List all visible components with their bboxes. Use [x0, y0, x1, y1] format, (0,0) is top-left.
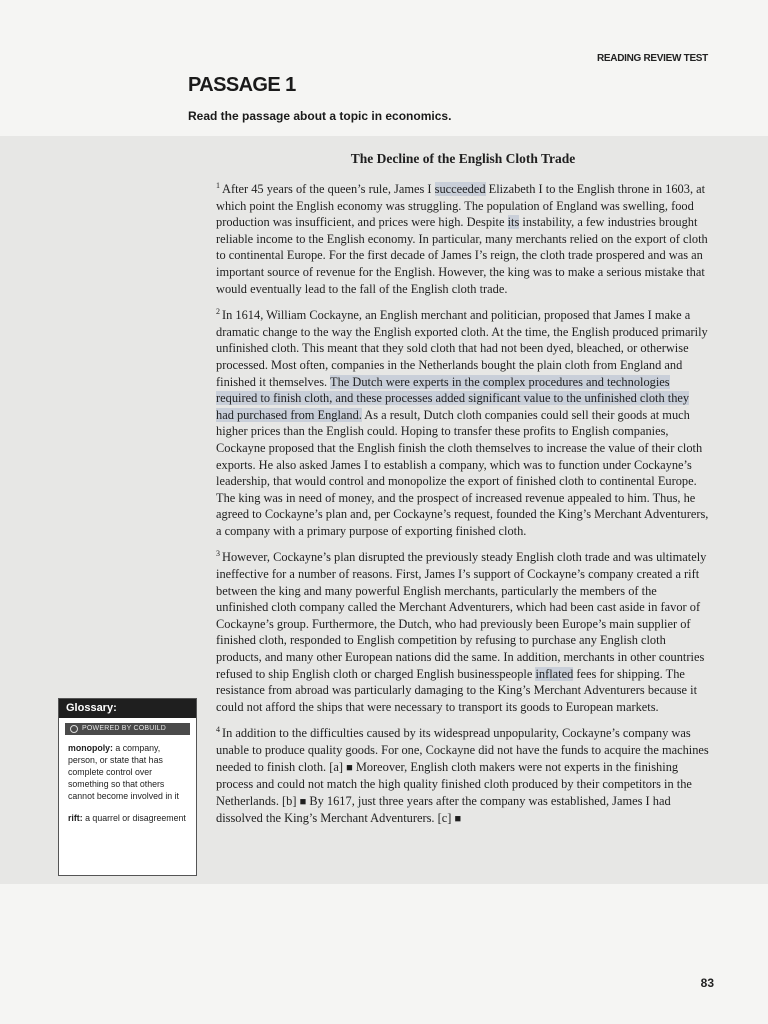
glossary-heading: Glossary: — [59, 699, 196, 718]
paragraph-1 — [216, 181, 710, 297]
paragraph-text: fees for shipping. The resistance from abroad was particularly damaging to the King’s Merchant Adventurers because it could not afford the ships that were necessary to transport its goods to European markets. — [216, 666, 698, 714]
running-header: READING REVIEW TEST — [597, 53, 708, 64]
glossary-definition: a company, person, or state that has complete control over something so that others cannot become involved in it — [68, 743, 180, 801]
paragraph-text: By 1617, just three years after the company was established, James I had dissolved the King’s Merchant Adventurers. [c] — [216, 793, 671, 826]
article — [216, 150, 710, 838]
glossary-box — [58, 698, 197, 876]
highlighted-word-its[interactable]: its — [507, 215, 520, 230]
paragraph-text: As a result, Dutch cloth companies could sell their goods at much higher prices than the English could. Hoping to transfer these profits to English companies, Cockayne proposed that the English finish the cloth themselves to increase the value of their cloth exports. He also asked James I to establish a company, which was to function under Cockayne’s leadership, that would control and monopolize the export of finished cloth to continental Europe. The king was in need of money, and the prospect of increased revenue appealed to him. Thus, he agreed to Cockayne’s plan and, per Cockayne’s request, founded the King’s Merchant Adventurers, a company with a primary purpose of exporting finished cloth. — [216, 407, 709, 538]
paragraph-text: However, Cockayne’s plan disrupted the previously steady English cloth trade and was ultimately ineffective for a number of reasons. First, James I’s support of Cockayne’s company created a rift between the king and many powerful English merchants, particularly the members of the unfinished cloth company called the Merchant Adventurers, which had been cast aside in favor of Cockayne’s group. Furthermore, the Dutch, who had previously been Europe’s main supplier of finished cloth, responded to English competition by refusing to purchase any English cloth products, and many other European nations did the same. In addition, merchants in other countries refused to ship English cloth or charged English businesspeople — [216, 550, 707, 681]
cobuild-badge — [65, 723, 190, 735]
paragraph-2 — [216, 307, 710, 539]
paragraph-number: 1 — [216, 180, 220, 190]
insertion-square-a[interactable]: ■ — [346, 761, 353, 774]
page-number: 83 — [700, 976, 714, 990]
passage-instruction: Read the passage about a topic in economics. — [188, 109, 452, 123]
highlighted-word-inflated[interactable]: inflated — [535, 666, 574, 681]
paragraph-number: 4 — [216, 725, 220, 735]
paragraph-text: In 1614, William Cockayne, an English merchant and politician, proposed that James I make a dramatic change to the way the English exported cloth. At the time, the English produced primarily unfinished cloth. This meant that they sold cloth that had not been dyed, bleached, or otherwise processed. Most often, companies in the Netherlands bought the plain cloth from England and finished it themselves. — [216, 308, 708, 389]
glossary-term: rift: — [68, 813, 83, 823]
glossary-term: monopoly: — [68, 743, 113, 753]
paragraph-number: 3 — [216, 549, 220, 559]
cobuild-badge-label: POWERED BY COBUILD — [82, 725, 166, 732]
passage-title: PASSAGE 1 — [188, 74, 296, 96]
paragraph-3 — [216, 549, 710, 715]
paragraph-text: In addition to the difficulties caused by its widespread unpopularity, Cockayne’s company was unable to produce quality goods. For one, Cockayne did not have the funds to acquire the machines needed to finish cloth. [a] — [216, 726, 709, 774]
paragraph-number: 2 — [216, 307, 220, 317]
cobuild-logo-icon — [70, 725, 78, 733]
glossary-entry-monopoly — [68, 742, 188, 802]
paragraph-text: instability, a few industries brought reliable income to the English economy. In particular, many merchants relied on the export of cloth to continental Europe. For the first decade of James I’s reign, the cloth trade prospered and was an important source of revenue for the English. However, the king was to make a serious mistake that would eventually lead to the fall of the English cloth trade. — [216, 215, 708, 296]
paragraph-4 — [216, 725, 710, 828]
paragraph-text: Elizabeth I to the English throne in 1603, at which point the English economy was struggling. The population of England was swelling, food production was insufficient, and prices were high. Despite — [216, 182, 706, 230]
insertion-square-c[interactable]: ■ — [454, 813, 462, 826]
insertion-square-b[interactable]: ■ — [299, 795, 307, 808]
paragraph-text: Moreover, English cloth makers were not experts in the finishing process and could not match the high quality finished cloth produced by their competitors in the Netherlands. [b] — [216, 759, 692, 808]
highlighted-word-succeeded[interactable]: succeeded — [434, 182, 486, 196]
highlighted-sentence[interactable]: The Dutch were experts in the complex procedures and technologies required to finish cloth, and these processes added significant value to the unfinished cloth they had purchased from England. — [216, 374, 690, 422]
glossary-entry-rift — [68, 812, 188, 824]
paragraph-text: After 45 years of the queen’s rule, James I — [222, 182, 435, 196]
article-title: The Decline of the English Cloth Trade — [350, 151, 576, 166]
glossary-definition: a quarrel or disagreement — [82, 813, 186, 823]
